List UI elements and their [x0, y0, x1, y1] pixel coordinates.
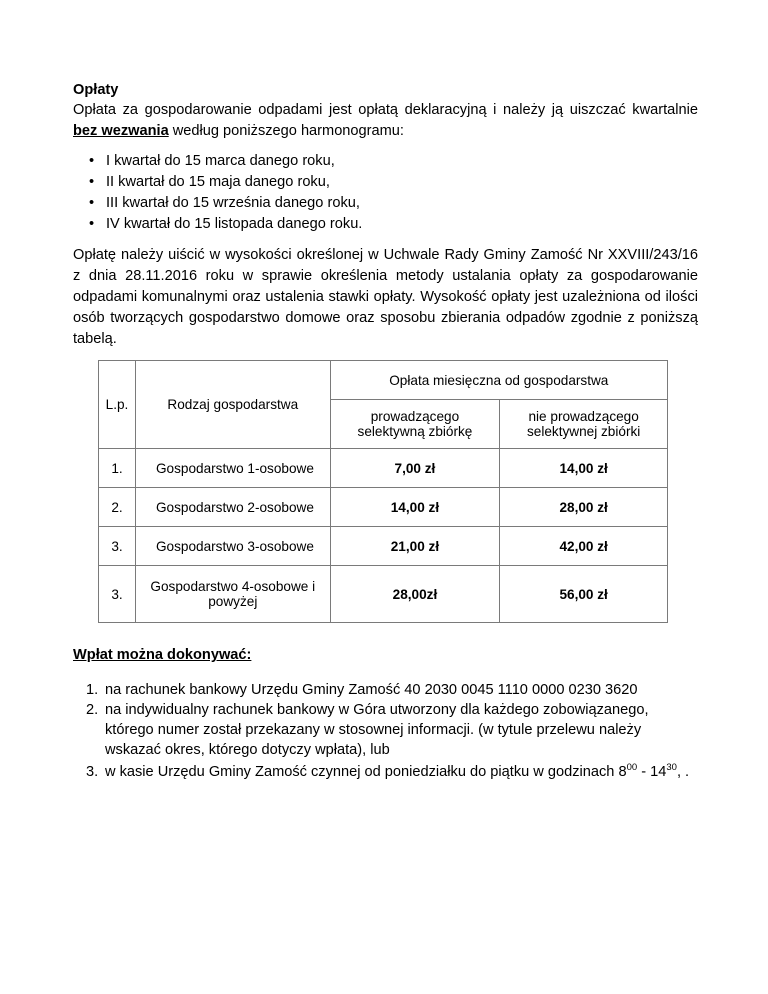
- row-lp: 3.: [99, 527, 136, 566]
- section-title: Opłaty: [73, 82, 119, 98]
- fee-paragraph: Opłatę należy uiścić w wysokości określonej w Uchwale Rady Gminy Zamość Nr XXVIII/243/16 z dnia 28.11.2016 roku w sprawie określenia metody ustalania opłaty za gospodarowanie odpadami komunalnymi oraz ustalenia stawki opłaty. Wysokość opłaty jest uzależniona od ilości osób tworzących gospodarstwo domowe oraz sposobu zbierania odpadów zgodnie z poniższą tabelą.: [73, 247, 698, 347]
- bullet-icon: •: [89, 174, 95, 190]
- header-lp: L.p.: [99, 361, 136, 449]
- header-monthly-fee: Opłata miesięczna od gospodarstwa: [330, 361, 667, 400]
- row-lp: 2.: [99, 488, 136, 527]
- intro-text-before: Opłata za gospodarowanie odpadami jest opłatą deklaracyjną i należy ją uiszczać kwartalnie: [73, 102, 698, 118]
- list-number: 1.: [86, 681, 99, 698]
- payment-option-text: w kasie Urzędu Gminy Zamość czynnej od poniedziałku do piątku w godzinach 8: [105, 763, 627, 780]
- payments-heading: Wpłat można dokonywać:: [73, 647, 252, 663]
- list-item: • II kwartał do 15 maja danego roku,: [91, 172, 698, 193]
- row-selective-fee: 21,00 zł: [330, 527, 500, 566]
- list-item: [86, 762, 698, 782]
- list-item: • I kwartał do 15 marca danego roku,: [91, 151, 698, 172]
- intro-emphasis: bez wezwania: [73, 123, 169, 139]
- payment-option-end: , .: [676, 763, 690, 780]
- intro-text-after: według poniższego harmonogramu:: [168, 123, 404, 139]
- list-item: [86, 680, 698, 700]
- row-lp: 1.: [99, 449, 136, 488]
- bullet-icon: •: [89, 216, 95, 232]
- row-household-type: Gospodarstwo 4-osobowe i powyżej: [135, 566, 330, 623]
- row-household-type: Gospodarstwo 1-osobowe: [135, 449, 330, 488]
- row-nonselective-fee: 14,00 zł: [500, 449, 668, 488]
- payments-list: [73, 680, 698, 782]
- fee-table: [98, 360, 668, 623]
- row-nonselective-fee: 28,00 zł: [500, 488, 668, 527]
- schedule-list: [73, 151, 698, 235]
- row-nonselective-fee: 42,00 zł: [500, 527, 668, 566]
- list-item: • III kwartał do 15 września danego roku,: [91, 193, 698, 214]
- row-household-type: Gospodarstwo 3-osobowe: [135, 527, 330, 566]
- bullet-icon: •: [89, 153, 95, 169]
- row-selective-fee: 7,00 zł: [330, 449, 500, 488]
- row-household-type: Gospodarstwo 2-osobowe: [135, 488, 330, 527]
- hour-superscript: 30: [666, 761, 677, 773]
- row-selective-fee: 28,00zł: [330, 566, 500, 623]
- list-number: 2.: [86, 701, 99, 718]
- list-item: • IV kwartał do 15 listopada danego roku.: [91, 214, 698, 235]
- list-item: [86, 700, 698, 760]
- payment-option-text: na rachunek bankowy Urzędu Gminy Zamość 40 2030 0045 1110 0000 0230 3620: [105, 681, 638, 698]
- table-row: [99, 449, 668, 488]
- document-page: [73, 80, 698, 782]
- bullet-icon: •: [89, 195, 95, 211]
- table-row: [99, 488, 668, 527]
- row-selective-fee: 14,00 zł: [330, 488, 500, 527]
- hour-superscript: 00: [626, 761, 638, 773]
- header-nonselective: nie prowadzącego selektywnej zbiórki: [500, 400, 668, 449]
- list-number: 3.: [86, 763, 99, 780]
- table-row: [99, 527, 668, 566]
- hour-range-separator: - 14: [637, 763, 667, 780]
- header-selective: prowadzącego selektywną zbiórkę: [330, 400, 500, 449]
- row-nonselective-fee: 56,00 zł: [500, 566, 668, 623]
- payment-option-text: na indywidualny rachunek bankowy w Góra utworzony dla każdego zobowiązanego, którego numer został przekazany w stosownej informacji. (w tytule przelewu należy wskazać okres, którego dotyczy wpłata), lub: [105, 701, 649, 758]
- table-row: [99, 566, 668, 623]
- intro-paragraph: [73, 100, 698, 142]
- row-lp: 3.: [99, 566, 136, 623]
- header-household-type: Rodzaj gospodarstwa: [135, 361, 330, 449]
